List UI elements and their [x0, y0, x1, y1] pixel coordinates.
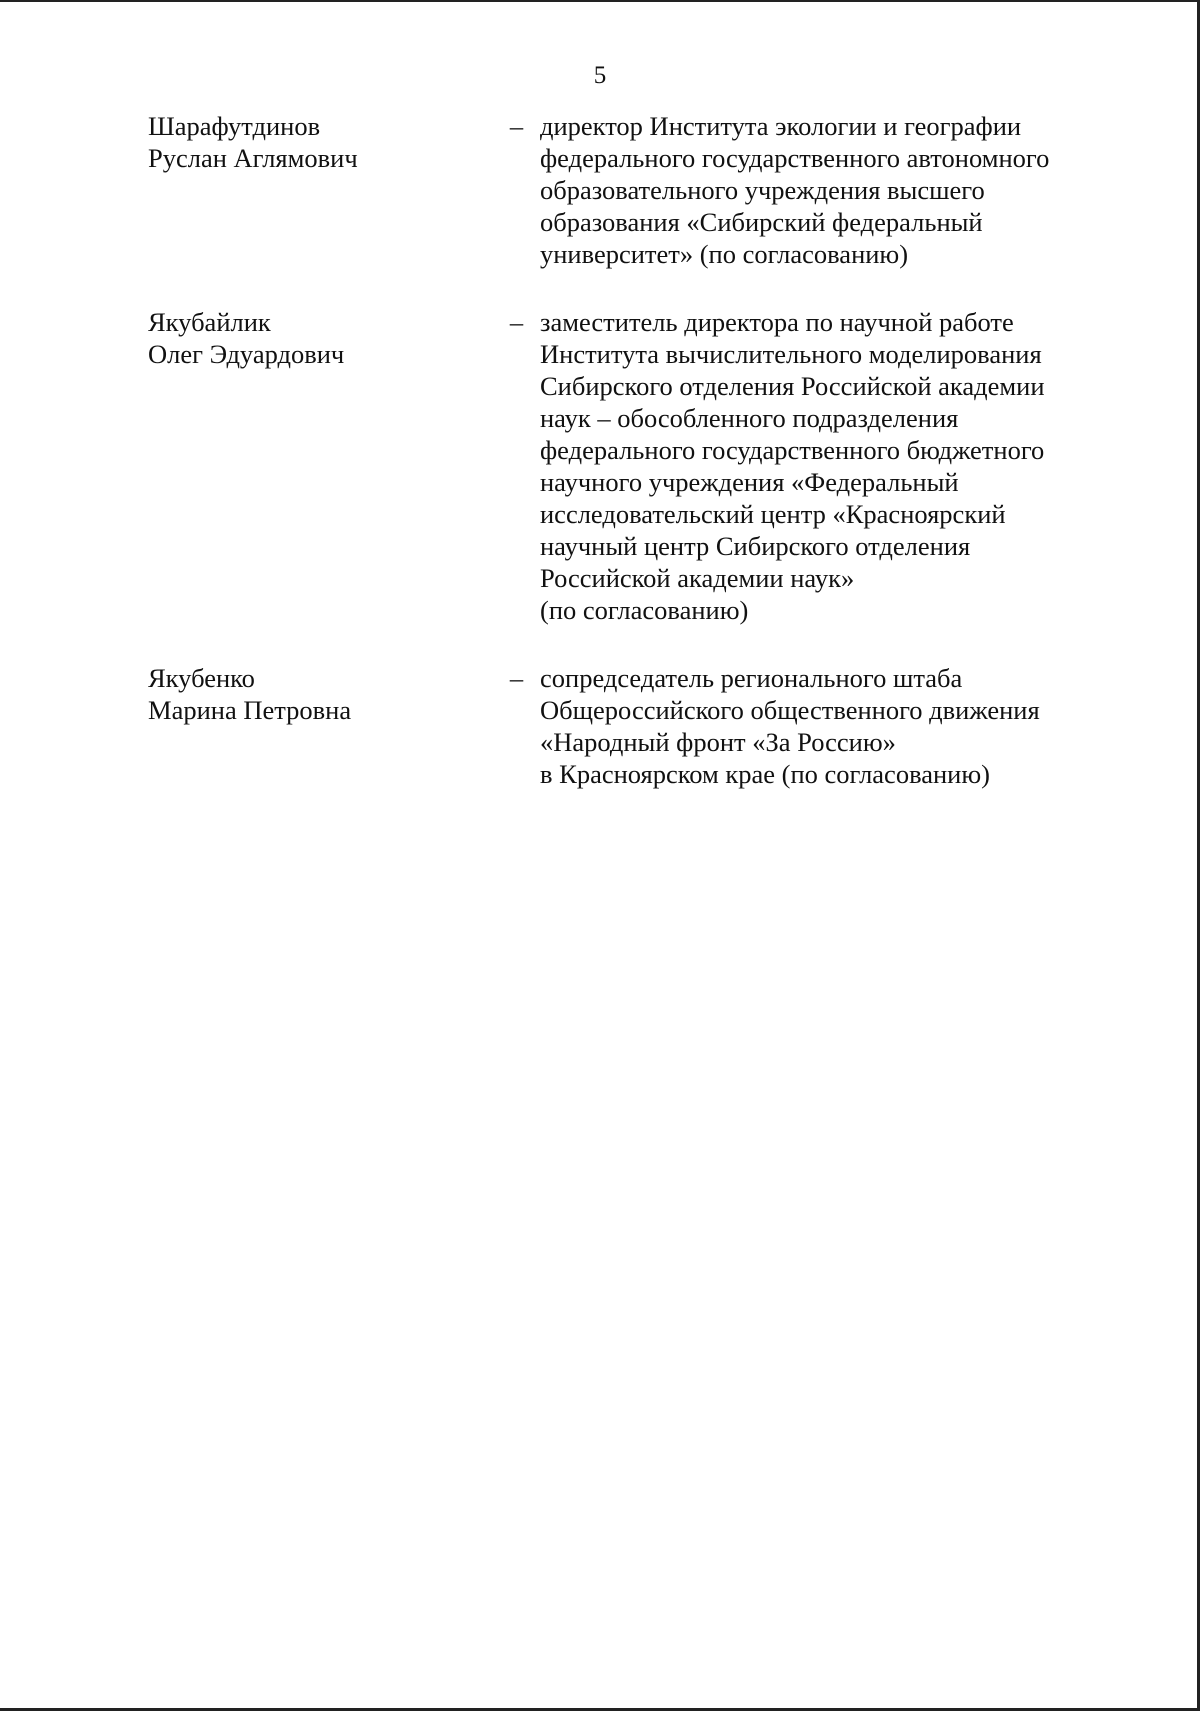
member-name [148, 662, 493, 726]
member-entry [148, 110, 1148, 270]
member-role [540, 306, 1100, 626]
role-line: заместитель директора по научной работе [540, 307, 1014, 337]
role-line: Сибирского отделения Российской академии [540, 371, 1045, 401]
role-line: «Народный фронт «За Россию» [540, 727, 896, 757]
role-line: Общероссийского общественного движения [540, 695, 1040, 725]
member-dash: – [509, 663, 524, 693]
role-line: научный центр Сибирского отделения [540, 531, 971, 561]
role-line: федерального государственного бюджетного [540, 435, 1045, 465]
role-line: Российской академии наук» [540, 563, 855, 593]
member-surname: Якубенко [148, 663, 255, 693]
scan-border-top [0, 0, 1200, 2]
member-given-names: Марина Петровна [148, 695, 352, 725]
role-line: исследовательский центр «Красноярский [540, 499, 1006, 529]
member-given-names: Руслан Аглямович [148, 143, 358, 173]
member-entry [148, 662, 1148, 790]
page-number: 5 [593, 62, 607, 89]
role-line: сопредседатель регионального штаба [540, 663, 963, 693]
member-surname: Якубайлик [148, 307, 271, 337]
role-line: образовательного учреждения высшего [540, 175, 985, 205]
member-surname: Шарафутдинов [148, 111, 321, 141]
member-name [148, 110, 493, 174]
member-dash: – [509, 307, 524, 337]
member-dash: – [509, 111, 524, 141]
member-role [540, 110, 1100, 270]
member-given-names: Олег Эдуардович [148, 339, 345, 369]
role-line: научного учреждения «Федеральный [540, 467, 959, 497]
role-line: образования «Сибирский федеральный [540, 207, 983, 237]
role-line: университет» (по согласованию) [540, 239, 909, 269]
role-line: Института вычислительного моделирования [540, 339, 1042, 369]
role-line: наук – обособленного подразделения [540, 403, 959, 433]
member-entry [148, 306, 1148, 626]
role-line: директор Института экологии и географии [540, 111, 1022, 141]
member-name [148, 306, 493, 370]
role-line: в Красноярском крае (по согласованию) [540, 759, 990, 789]
role-line: (по согласованию) [540, 595, 749, 625]
member-list [148, 110, 1148, 826]
role-line: федерального государственного автономного [540, 143, 1050, 173]
member-role [540, 662, 1100, 790]
